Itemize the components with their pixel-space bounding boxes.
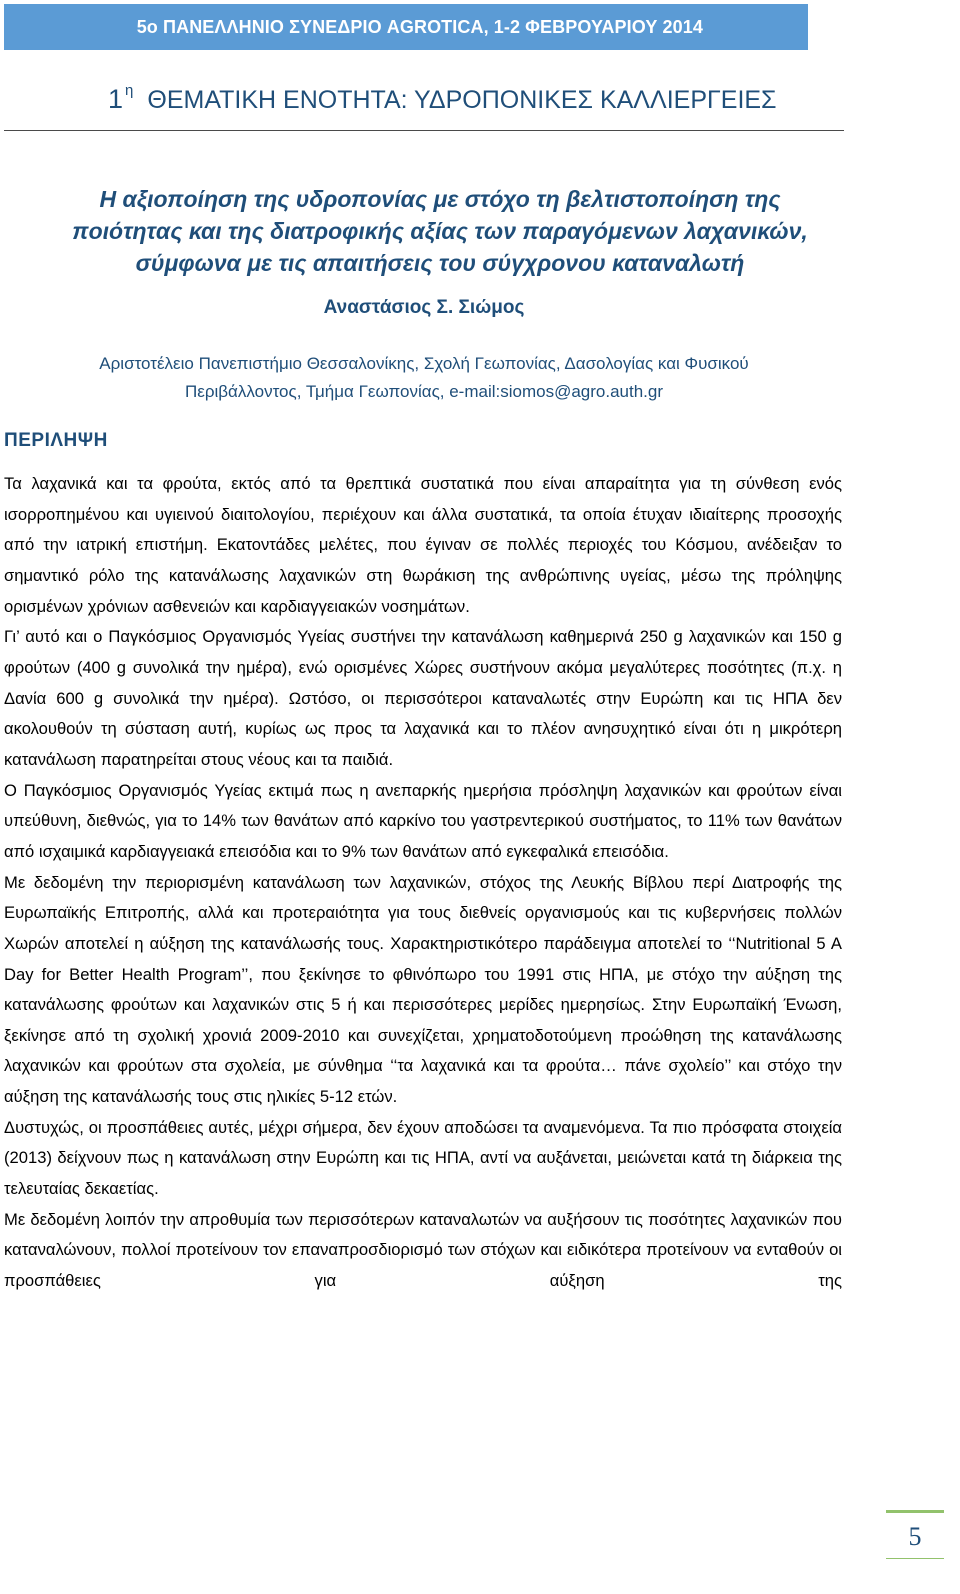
abstract-paragraph: Ο Παγκόσμιος Οργανισμός Υγείας εκτιμά πως η ανεπαρκής ημερήσια πρόσληψη λαχανικών και φρούτων είναι υπεύθυνη, διεθνώς, για το 14% των θανάτων από καρκίνο του γαστρεντερικού συστήματος, το 11% των θανάτων από ισχαιμικά καρδιαγγειακά επεισόδια και το 9% των θανάτων από εγκεφαλικά επεισόδια. [4, 780, 842, 861]
section-title [108, 81, 777, 115]
section-number: 1 [108, 84, 124, 114]
abstract-paragraph: Τα λαχανικά και τα φρούτα, εκτός από τα θρεπτικά συστατικά που είναι απαραίτητα για τη σύνθεση ενός ισορροπημένου και υγιεινού διαιτολογίου, περιέχουν και άλλα συστατικά, τα οποία έτυχαν ιδιαίτερης προσοχής από την ιατρική επιστήμη. Εκατοντάδες μελέτες, που έγιναν σε πολλές περιοχές του Κόσμου, ανέδειξαν το σημαντικό ρόλο της κατανάλωσης λαχανικών στη θωράκιση της ανθρώπινης υγείας, μέσω της πρόληψης ορισμένων χρόνιων ασθενειών και καρδιαγγειακών νοσημάτων. [4, 474, 842, 616]
abstract-heading: ΠΕΡΙΛΗΨΗ [4, 430, 108, 451]
author-affiliation [4, 350, 844, 406]
conference-title: 5ο ΠΑΝΕΛΛΗΝΙΟ ΣΥΝΕΔΡΙΟ AGROTICA, 1-2 ΦΕΒΡΟΥΑΡΙΟΥ 2014 [136, 16, 703, 37]
paper-title-line: ποιότητας και της διατροφικής αξίας των παραγόμενων λαχανικών, [72, 218, 808, 244]
section-number-superscript: η [125, 81, 134, 99]
paper-title [40, 183, 840, 279]
abstract-paragraph: Με δεδομένη την περιορισμένη κατανάλωση των λαχανικών, στόχος της Λευκής Βίβλου περί Διατροφής της Ευρωπαϊκής Επιτροπής, αλλά και προτεραιότητα για τους διεθνείς οργανισμούς και τις κυβερνήσεις πολλών Χωρών αποτελεί η αύξηση της κατανάλωσής τους. Χαρακτηριστικότερο παράδειγμα αποτελεί το ‘‘Nutritional 5 A Day for Better Health Program’’, που ξεκίνησε το φθινόπωρο του 1991 στις ΗΠΑ, με στόχο την αύξηση της κατανάλωσης φρούτων και λαχανικών στις 5 ή και περισσότερες μερίδες ημερησίως. Στην Ευρωπαϊκή Ένωση, ξεκίνησε από τη σχολική χρονιά 2009-2010 και συνεχίζεται, χρηματοδοτούμενη προώθηση της κατανάλωσης λαχανικών και φρούτων στα σχολεία, με σύνθημα ‘‘τα λαχανικά και τα φρούτα… πάνε σχολείο’’ και στόχο την αύξηση της κατανάλωσής τους στις ηλικίες 5-12 ετών. [4, 872, 842, 1107]
affiliation-line: Αριστοτέλειο Πανεπιστήμιο Θεσσαλονίκης, Σχολή Γεωπονίας, Δασολογίας και Φυσικού [99, 354, 749, 373]
affiliation-line: Περιβάλλοντος, Τμήμα Γεωπονίας, e-mail:siomos@agro.auth.gr [184, 382, 664, 401]
abstract-paragraph: Δυστυχώς, οι προσπάθειες αυτές, μέχρι σήμερα, δεν έχουν αποδώσει τα αναμενόμενα. Τα πιο πρόσφατα στοιχεία (2013) δείχνουν πως η κατανάλωση στην Ευρώπη και τις ΗΠΑ, αντί να αυξάνεται, μειώνεται κατά τη διάρκεια της τελευταίας δεκαετίας. [4, 1117, 842, 1199]
section-divider [4, 130, 844, 131]
abstract-paragraph: Γι’ αυτό και ο Παγκόσμιος Οργανισμός Υγείας συστήνει την κατανάλωση καθημερινά 250 g λαχανικών και 150 g φρούτων (400 g συνολικά την ημέρα), ενώ ορισμένες Χώρες συστήνουν ακόμα μεγαλύτερες ποσότητες (π.χ. η Δανία 600 g συνολικά την ημέρα). Ωστόσο, οι περισσότεροι καταναλωτές στην Ευρώπη και τις ΗΠΑ δεν ακολουθούν τη σύσταση αυτή, κυρίως ως προς τα λαχανικά και το πλέον ανησυχητικό είναι ότι η μικρότερη κατανάλωση παρατηρείται στους νέους και τα παιδιά. [4, 627, 842, 769]
paper-title-line: σύμφωνα με τις απαιτήσεις του σύγχρονου καταναλωτή [135, 250, 745, 276]
conference-banner [4, 4, 808, 50]
abstract-body [4, 469, 842, 1297]
abstract-paragraph: Με δεδομένη λοιπόν την απροθυμία των περισσότερων καταναλωτών να αυξήσουν τις ποσότητες λαχανικών που καταναλώνουν, πολλοί προτείνουν τον επαναπροσδιορισμό των στόχων και ειδικότερα προτείνουν να ενταθούν οι προσπάθειες για αύξηση της [4, 1209, 842, 1291]
page-number-box [886, 1510, 944, 1560]
page-number: 5 [908, 1521, 922, 1551]
page-number-rule [886, 1558, 944, 1559]
paper-title-line: Η αξιοποίηση της υδροπονίας με στόχο τη βελτιστοποίηση της [99, 186, 781, 212]
author-name: Αναστάσιος Σ. Σιώμος [323, 297, 525, 318]
section-title-text: ΘΕΜΑΤΙΚΗ ΕΝΟΤΗΤΑ: ΥΔΡΟΠΟΝΙΚΕΣ ΚΑΛΛΙΕΡΓΕΙΕΣ [147, 86, 777, 114]
